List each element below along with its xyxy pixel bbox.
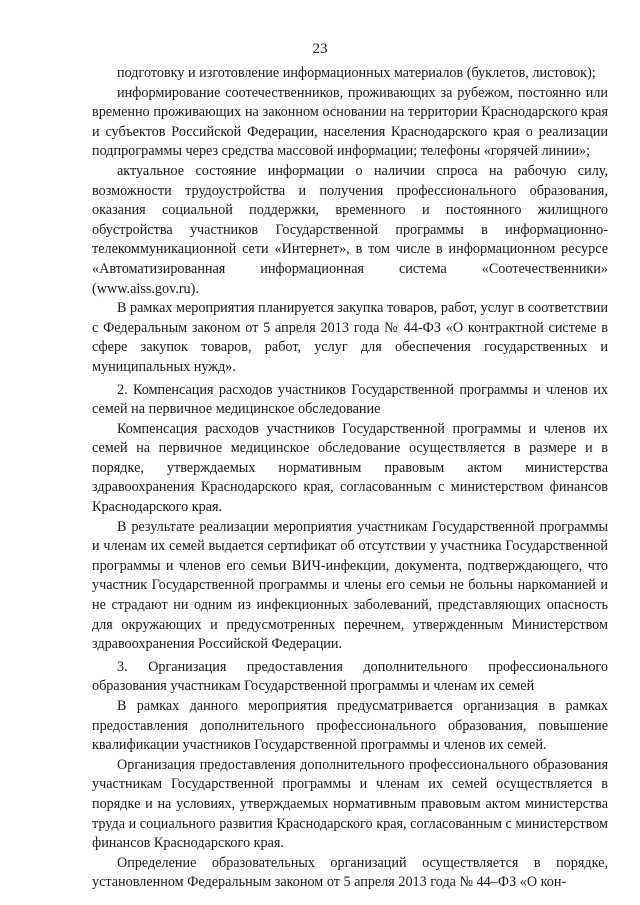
paragraph-compensation: Компенсация расходов участников Государственной программы и членов их семей на первичное медицинское обследование осуществляется в размере и в порядке, утверждаемых нормативным правовым актом министерства здравоохранения Краснодарского края, согласованным с министерством финансов Краснодарского края. <box>92 420 608 516</box>
section-heading-2: 2. Компенсация расходов участников Государственной программы и членов их семей на первичное медицинское обследование <box>92 381 608 418</box>
list-item-informing: информирование соотечественников, проживающих за рубежом, постоянно или временно проживающих на законном основании на территории Краснодарского края и субъектов Российской Федерации, населения Краснодарского края о реализации подпрограммы через средства массовой информации; телефоны «горячей линии»; <box>92 84 608 160</box>
paragraph-education-procedure: Организация предоставления дополнительного профессионального образования участникам Государственной программы и членам их семей осуществляется в порядке и на условиях, утверждаемых нормативным правовым актом министерства труда и социального развития Краснодарского края, согласованным с министерством финансов Краснодарского края. <box>92 756 608 852</box>
paragraph-organizations: Определение образовательных организаций осуществляется в порядке, установленном Федеральным законом от 5 апреля 2013 года № 44–ФЗ «О кон- <box>92 854 608 891</box>
list-item-materials: подготовку и изготовление информационных материалов (буклетов, листовок); <box>117 65 596 81</box>
list-item-actual-state: актуальное состояние информации о наличии спроса на рабочую силу, возможности трудоустройства и получения профессионального образования, оказания социальной поддержки, временного и постоянного жилищного обустройства участников Государственной программы в информационно-телекоммуникационной сети «Интернет», в том числе в информационном ресурсе «Автоматизированная информационная система «Соотечественники» (www.aiss.gov.ru). <box>92 162 608 297</box>
page-number: 23 <box>312 41 328 57</box>
paragraph-education-framework: В рамках данного мероприятия предусматривается организация в рамках предоставления дополнительного профессионального образования, повышение квалификации участников Государственной программы и членов их семей. <box>92 698 608 754</box>
paragraph-procurement: В рамках мероприятия планируется закупка товаров, работ, услуг в соответствии с Федеральным законом от 5 апреля 2013 года № 44-ФЗ «О контрактной системе в сфере закупок товаров, работ, услуг для обеспечения государственных и муниципальных нужд». <box>92 300 608 375</box>
paragraph-certificate: В результате реализации мероприятия участникам Государственной программы и членам их семей выдается сертификат об отсутствии у участника Государственной программы и членов его семьи ВИЧ-инфекции, документа, подтверждающего, что участник Государственной программы и члены его семьи не больны наркоманией и не страдают ни одним из инфекционных заболеваний, представляющих опасность для окружающих и предусмотренных перечнем, утвержденным Министерством здравоохранения Российской Федерации. <box>92 518 608 653</box>
document-body <box>92 64 608 893</box>
section-heading-3: 3. Организация предоставления дополнительного профессионального образования участникам Государственной программы и членам их семей <box>92 658 608 695</box>
